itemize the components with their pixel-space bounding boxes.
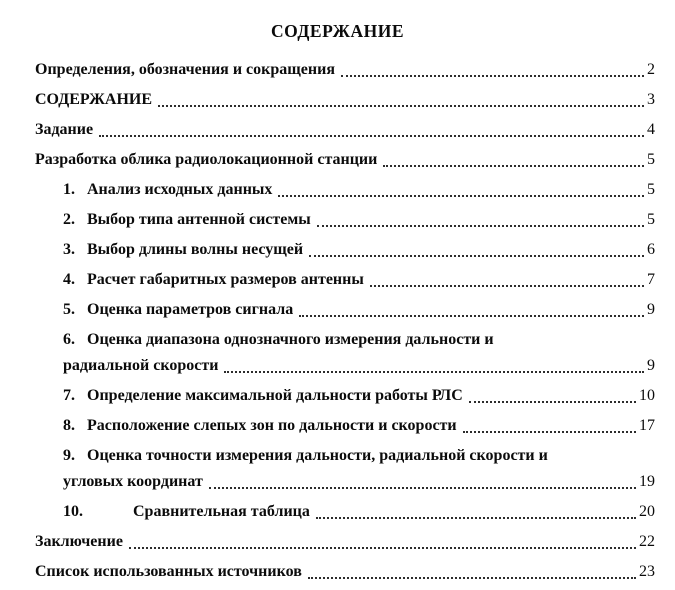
toc-page-number: 4 [647, 121, 655, 138]
toc-dot-leader [370, 285, 644, 287]
toc-entry-text: Выбор типа антенной системы [87, 211, 311, 228]
toc-entry[interactable] [35, 115, 655, 145]
toc-page-number: 17 [639, 417, 655, 434]
toc-dot-leader [341, 75, 644, 77]
toc-entry[interactable] [35, 265, 655, 295]
toc-entry-line [35, 381, 655, 411]
toc-entry-line [35, 55, 655, 85]
toc-page-number: 22 [639, 533, 655, 550]
toc-dot-leader [209, 487, 636, 489]
toc-entry-text: Оценка точности измерения дальности, радиальной скорости и [87, 447, 548, 464]
toc-entry-number: 8. [63, 417, 75, 434]
toc-entry[interactable] [35, 527, 655, 557]
toc-entry-text: Оценка диапазона однозначного измерения дальности и [87, 331, 494, 348]
toc-entry-line [35, 115, 655, 145]
toc-page-number: 2 [647, 61, 655, 78]
toc-entry-number: 5. [63, 301, 75, 318]
toc-entry[interactable] [35, 145, 655, 175]
toc-entry-text: Список использованных источников [35, 563, 302, 580]
toc-entry[interactable] [35, 381, 655, 411]
toc-entry[interactable] [35, 235, 655, 265]
toc-entry-number: 9. [63, 447, 75, 464]
toc-list [0, 55, 675, 587]
toc-entry[interactable] [35, 295, 655, 325]
toc-page-number: 20 [639, 503, 655, 520]
toc-page-number: 7 [647, 271, 655, 288]
toc-entry-number: 2. [63, 211, 75, 228]
toc-entry-text: Анализ исходных данных [87, 181, 273, 198]
toc-page-number: 5 [647, 151, 655, 168]
toc-dot-leader [278, 195, 644, 197]
toc-entry-line [35, 295, 655, 325]
toc-entry[interactable] [35, 497, 655, 527]
toc-dot-leader [158, 105, 644, 107]
page-title: СОДЕРЖАНИЕ [270, 21, 404, 41]
toc-page-number: 6 [647, 241, 655, 258]
toc-dot-leader [224, 371, 644, 373]
toc-entry-text: Расположение слепых зон по дальности и скорости [87, 417, 457, 434]
toc-entry-number: 10. [63, 503, 83, 520]
toc-entry-number: 6. [63, 331, 75, 348]
toc-entry-text: Разработка облика радиолокационной станции [35, 151, 378, 168]
toc-entry-line [35, 85, 655, 115]
toc-entry-line [35, 205, 655, 235]
toc-entry-text-continued: угловых координат [63, 473, 203, 490]
toc-entry-number: 7. [63, 387, 75, 404]
toc-dot-leader [463, 431, 636, 433]
toc-entry[interactable] [35, 557, 655, 587]
toc-page-number: 9 [647, 357, 655, 374]
toc-entry-text: Задание [35, 121, 94, 138]
toc-entry-line [35, 557, 655, 587]
toc-page-number: 5 [647, 181, 655, 198]
toc-entry-line [35, 441, 655, 471]
toc-entry-line [35, 411, 655, 441]
toc-entry-text: Сравнительная таблица [133, 503, 310, 520]
toc-entry-number: 3. [63, 241, 75, 258]
toc-dot-leader [129, 547, 636, 549]
toc-entry-line [35, 145, 655, 175]
toc-page-number: 23 [639, 563, 655, 580]
toc-entry-line [35, 265, 655, 295]
toc-entry-number: 1. [63, 181, 75, 198]
toc-entry-number: 4. [63, 271, 75, 288]
toc-dot-leader [308, 577, 636, 579]
toc-dot-leader [317, 225, 644, 227]
toc-entry-text: СОДЕРЖАНИЕ [35, 91, 153, 108]
toc-page-number: 19 [639, 473, 655, 490]
toc-entry-line-continued [35, 471, 655, 497]
toc-page-number: 5 [647, 211, 655, 228]
toc-dot-leader [99, 135, 644, 137]
toc-dot-leader [469, 401, 636, 403]
toc-entry[interactable] [35, 175, 655, 205]
toc-dot-leader [383, 165, 644, 167]
toc-entry[interactable] [35, 205, 655, 235]
toc-entry[interactable] [35, 325, 655, 381]
toc-page-number: 10 [639, 387, 655, 404]
toc-dot-leader [316, 517, 636, 519]
toc-dot-leader [299, 315, 644, 317]
toc-entry-line [35, 325, 655, 355]
toc-entry-text: Определения, обозначения и сокращения [35, 61, 335, 78]
toc-entry-line [35, 497, 655, 527]
toc-entry[interactable] [35, 55, 655, 85]
toc-entry-line [35, 175, 655, 205]
toc-entry-text: Оценка параметров сигнала [87, 301, 294, 318]
toc-entry-line [35, 235, 655, 265]
toc-entry[interactable] [35, 411, 655, 441]
toc-page-number: 9 [647, 301, 655, 318]
toc-entry-text: Заключение [35, 533, 123, 550]
toc-entry[interactable] [35, 85, 655, 115]
toc-entry[interactable] [35, 441, 655, 497]
toc-entry-text: Выбор длины волны несущей [87, 241, 304, 258]
toc-entry-text: Расчет габаритных размеров антенны [87, 271, 364, 288]
toc-entry-line-continued [35, 355, 655, 381]
toc-page-number: 3 [647, 91, 655, 108]
toc-entry-text-continued: радиальной скорости [63, 357, 219, 374]
toc-entry-text: Определение максимальной дальности работы РЛС [87, 387, 463, 404]
toc-dot-leader [309, 255, 644, 257]
toc-entry-line [35, 527, 655, 557]
